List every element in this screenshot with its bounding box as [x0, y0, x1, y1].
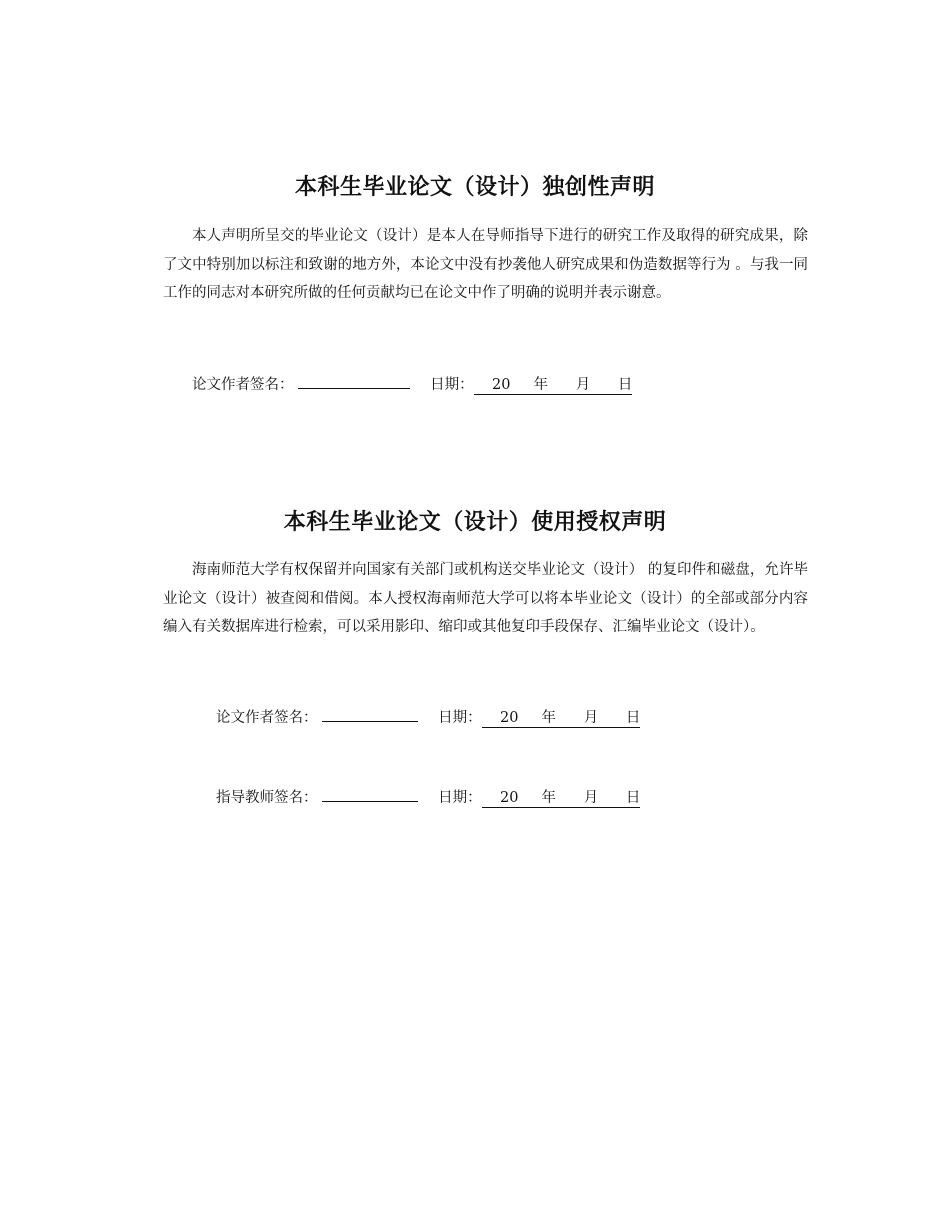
- date-field[interactable]: 20 年 月 日: [473, 377, 633, 393]
- authorization-declaration-body: 海南师范大学有权保留并向国家有关部门或机构送交毕业论文（设计） 的复印件和磁盘，允许毕业论文（设计）被查阅和借阅。本人授权海南师范大学可以将本毕业论文（设计）的全部或部分内容编入有关数据库进行检索，可以采用影印、缩印或其他复印手段保存、汇编毕业论文（设计）。: [163, 562, 808, 635]
- date-field[interactable]: 20 年 月 日: [481, 710, 641, 726]
- advisor-signature-field[interactable]: [322, 785, 418, 802]
- date-label: 日期：: [430, 377, 474, 393]
- author-signature-label: 论文作者签名：: [192, 377, 294, 393]
- date-label: 日期：: [438, 710, 482, 726]
- date-label: 日期：: [438, 790, 482, 806]
- originality-signature-row: [192, 372, 632, 395]
- authorization-author-signature-row: [216, 705, 640, 728]
- authorization-declaration-title: 本科生毕业论文（设计）使用授权声明: [283, 510, 667, 535]
- date-field[interactable]: 20 年 月 日: [481, 790, 641, 806]
- advisor-signature-row: [216, 785, 640, 808]
- advisor-signature-label: 指导教师签名：: [216, 790, 318, 806]
- originality-declaration-title: 本科生毕业论文（设计）独创性声明: [294, 175, 655, 200]
- author-signature-field[interactable]: [298, 372, 410, 389]
- author-signature-field[interactable]: [322, 705, 418, 722]
- originality-declaration-body: 本人声明所呈交的毕业论文（设计）是本人在导师指导下进行的研究工作及取得的研究成果，除了文中特别加以标注和致谢的地方外，本论文中没有抄袭他人研究成果和伪造数据等行为 。与我一同工作的同志对本研究所做的任何贡献均已在论文中作了明确的说明并表示谢意。: [163, 228, 808, 301]
- author-signature-label: 论文作者签名：: [216, 710, 318, 726]
